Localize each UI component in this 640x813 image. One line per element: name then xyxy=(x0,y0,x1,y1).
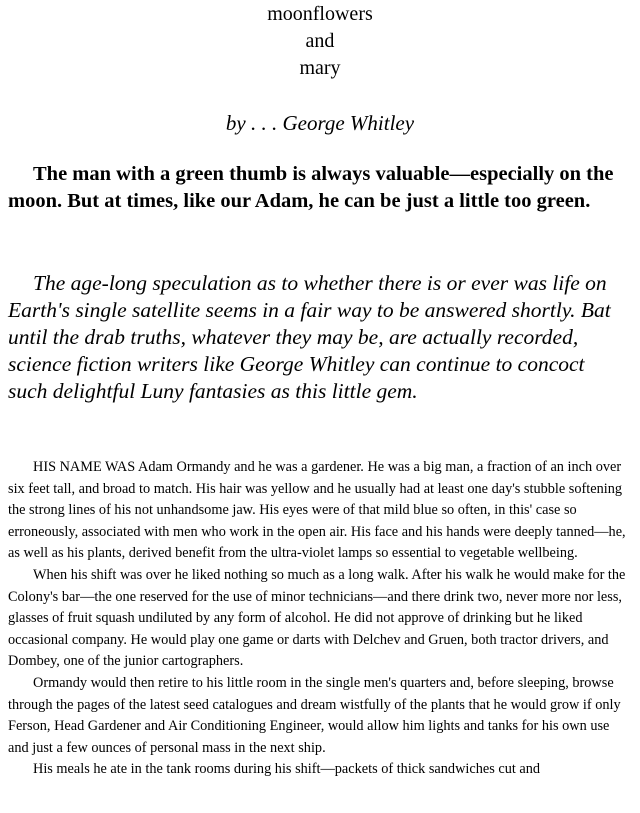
teaser-paragraph: The man with a green thumb is always valuable—especially on the moon. But at times, like our Adam, he can be just a little too green. xyxy=(8,163,614,212)
title-line-2: and xyxy=(305,30,335,52)
title-line-3: mary xyxy=(299,57,341,79)
author-byline: by . . . George Whitley xyxy=(225,111,415,135)
story-paragraph: HIS NAME WAS Adam Ormandy and he was a gardener. He was a big man, a fraction of an inch over six feet tall, and broad to match. His hair was yellow and he usually had at least one day's stubble softening the strong lines of his not unhandsome jaw. His eyes were of that mild blue so often, in this' case so erroneously, associated with men who work in the open air. His face and his hands were deeply tanned—he, as well as his plants, derived benefit from the ultra-violet lamps so essential to vegetable wellbeing. xyxy=(8,459,626,562)
story-body xyxy=(8,457,633,781)
story-title xyxy=(0,1,640,82)
title-line-1: moonflowers xyxy=(267,3,373,25)
story-paragraph: When his shift was over he liked nothing so much as a long walk. After his walk he would make for the Colony's bar—the one reserved for the use of minor technicians—and there drink two, never more nor less, glasses of fruit squash undiluted by any form of alcohol. He did not approve of drinking but he liked occasional company. He would play one game or darts with Delchev and Gruen, both tractor drivers, and Dombey, one of the junior cartographers. xyxy=(8,566,626,670)
story-paragraph: Ormandy would then retire to his little room in the single men's quarters and, before sleeping, browse through the pages of the latest seed catalogues and dream wistfully of the plants that he would grow if only Ferson, Head Gardener and Air Conditioning Engineer, would allow him lights and tanks for his own use and just a few ounces of personal mass in the next ship. xyxy=(8,674,621,756)
story-paragraph: His meals he ate in the tank rooms during his shift—packets of thick sandwiches cut and xyxy=(33,761,541,778)
editorial-intro: The age-long speculation as to whether there is or ever was life on Earth's single satellite seems in a fair way to be answered shortly. Bat until the drab truths, whatever they may be, are actually recorded, science fiction writers like George Whitley can continue to concoct such delightful Luny fantasies as this little gem. xyxy=(8,271,611,403)
